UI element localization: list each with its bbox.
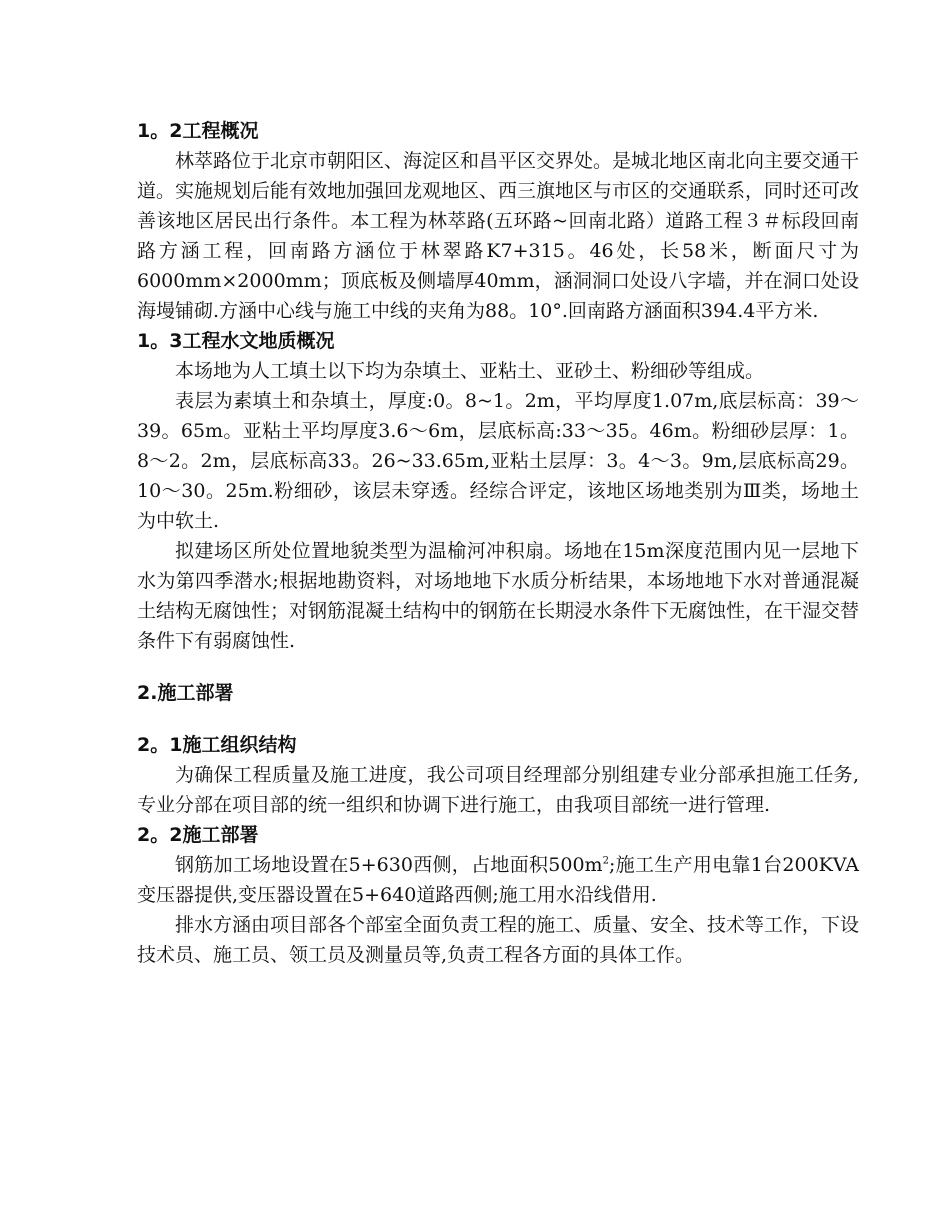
site-layout-text-a: 钢筋加工场地设置在5+630西侧，占地面积500m — [175, 854, 603, 876]
heading-2: 2.施工部署 — [137, 682, 234, 704]
paragraph-soil-layers: 表层为素填土和杂填土，厚度:0。8~1。2m，平均厚度1.07m,底层标高：39～39。65m。亚粘土平均厚度3.6～6m，层底标高:33～35。46m。粉细砂层厚：1。8～2。2m，层底标高33。26~33.65m,亚粘土层厚：3。4～3。9m,层底标高29。10～30。25m.粉细砂，该层未穿透。经综合评定，该地区场地类别为Ⅲ类，场地土为中软土. — [137, 390, 859, 532]
paragraph-site-layout — [137, 850, 859, 910]
site-layout-text-b: ;施工生产用电靠1台200KVA变压器提供,变压器设置在5+640道路西侧;施工用水沿线借用. — [137, 854, 860, 906]
heading-2-2: 2。2施工部署 — [137, 824, 259, 846]
paragraph-organization: 为确保工程质量及施工进度，我公司项目经理部分别组建专业分部承担施工任务,专业分部在项目部的统一组织和协调下进行施工，由我项目部统一进行管理. — [137, 764, 859, 816]
spacer — [137, 708, 859, 730]
heading-1-2: 1。2工程概况 — [137, 120, 259, 142]
document-body — [137, 116, 859, 970]
paragraph-soil-composition: 本场地为人工填土以下均为杂填土、亚粘土、亚砂土、粉细砂等组成。 — [175, 360, 765, 382]
paragraph-groundwater: 拟建场区所处位置地貌类型为温榆河冲积扇。场地在15m深度范围内见一层地下水为第四季潜水;根据地勘资料，对场地地下水质分析结果，本场地地下水对普通混凝土结构无腐蚀性；对钢筋混凝土结构中的钢筋在长期浸水条件下无腐蚀性，在干湿交替条件下有弱腐蚀性. — [137, 540, 860, 652]
superscript-2: 2 — [602, 855, 609, 867]
heading-2-1: 2。1施工组织结构 — [137, 734, 297, 756]
spacer — [137, 656, 859, 678]
paragraph-responsibility: 排水方涵由项目部各个部室全面负责工程的施工、质量、安全、技术等工作，下设技术员、施工员、领工员及测量员等,负责工程各方面的具体工作。 — [137, 914, 860, 966]
heading-1-3: 1。3工程水文地质概况 — [137, 330, 335, 352]
paragraph-project-overview: 林萃路位于北京市朝阳区、海淀区和昌平区交界处。是城北地区南北向主要交通干道。实施规划后能有效地加强回龙观地区、西三旗地区与市区的交通联系，同时还可改善该地区居民出行条件。本工程为林萃路(五环路~回南北路）道路工程３＃标段回南路方涵工程，回南路方涵位于林翠路K7+315。46处，长58米，断面尺寸为6000mm×2000mm；顶底板及侧墙厚40mm，涵洞洞口处设八字墙，并在洞口处设海墁铺砌.方涵中心线与施工中线的夹角为88。10°.回南路方涵面积394.4平方米. — [137, 150, 860, 322]
